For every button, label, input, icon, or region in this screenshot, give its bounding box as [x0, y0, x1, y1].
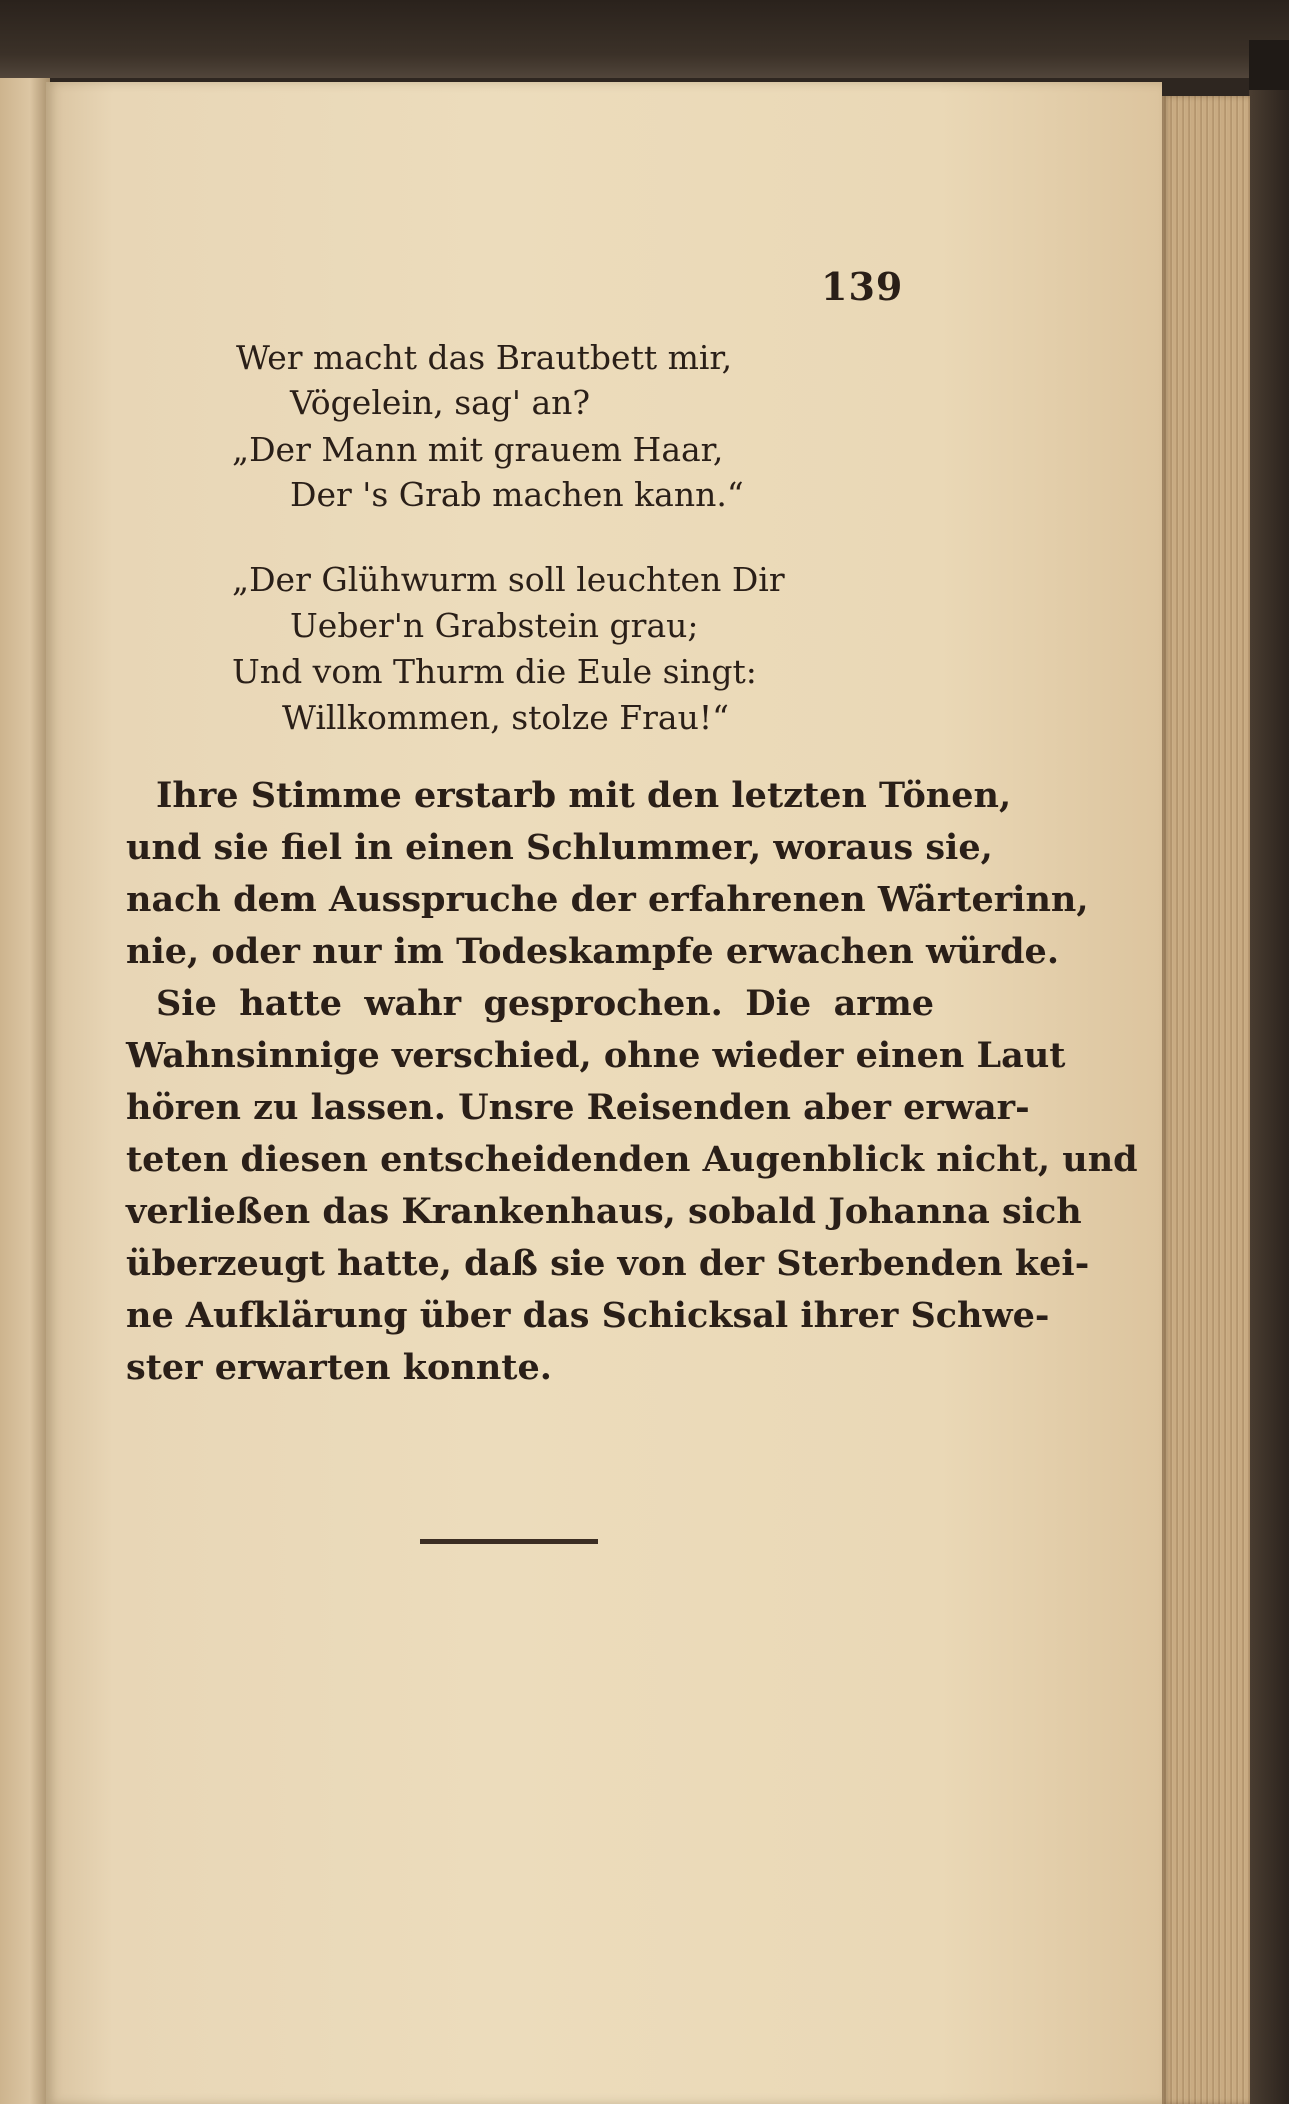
text-line: teten diesen entscheidenden Augenblick nicht, und — [126, 1139, 1138, 1180]
text-line: ster erwarten konnte. — [126, 1347, 552, 1388]
poem-line: „Der Glühwurm soll leuchten Dir — [232, 560, 785, 599]
text-line: ne Aufklärung über das Schicksal ihrer Schwe- — [126, 1295, 1050, 1336]
text-line: verließen das Krankenhaus, sobald Johanna sich — [126, 1191, 1082, 1232]
text-line: nach dem Ausspruche der erfahrenen Wärterinn, — [126, 879, 1089, 920]
text-line: hören zu lassen. Unsre Reisenden aber erwar- — [126, 1087, 1030, 1128]
poem-line: Willkommen, stolze Frau!“ — [282, 698, 729, 737]
page-block-edges — [1162, 96, 1250, 2104]
book-cover-right — [1249, 40, 1289, 2104]
book-page — [46, 82, 1162, 2104]
book-cover-top — [0, 0, 1289, 78]
poem-line: „Der Mann mit grauem Haar, — [232, 430, 724, 469]
text-line: Wahnsinnige verschied, ohne wieder einen Laut — [126, 1035, 1066, 1076]
page-text — [46, 82, 1162, 2104]
poem-line: Wer macht das Brautbett mir, — [236, 338, 733, 377]
poem-line: Ueber'n Grabstein grau; — [290, 606, 699, 645]
facing-page-edge — [0, 78, 50, 2104]
section-end-rule — [420, 1539, 598, 1544]
text-line: Ihre Stimme erstarb mit den letzten Tönen, — [156, 775, 1012, 816]
text-line: nie, oder nur im Todeskampfe erwachen würde. — [126, 931, 1060, 972]
body-paragraphs — [126, 770, 1138, 1394]
text-line: Sie hatte wahr gesprochen. Die arme — [156, 983, 934, 1024]
poem-line: Vögelein, sag' an? — [290, 383, 591, 422]
text-line: überzeugt hatte, daß sie von der Sterbenden kei- — [126, 1243, 1090, 1284]
cover-corner — [1249, 40, 1289, 90]
text-line: und sie fiel in einen Schlummer, woraus sie, — [126, 827, 993, 868]
poem-line: Und vom Thurm die Eule singt: — [232, 652, 757, 691]
poem-line: Der 's Grab machen kann.“ — [290, 475, 744, 514]
page-number: 139 — [821, 264, 904, 309]
